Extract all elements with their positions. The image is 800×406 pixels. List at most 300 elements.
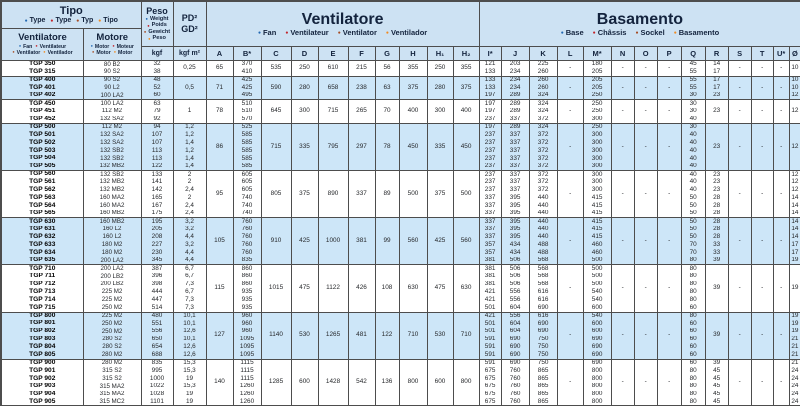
table-row xyxy=(1,123,800,131)
cell-J: 289 xyxy=(501,100,529,108)
cell-R: 39 xyxy=(705,257,728,265)
cell-A: 140 xyxy=(206,359,233,406)
cell-K: 488 xyxy=(529,241,557,249)
cell-T: - xyxy=(751,312,773,359)
cell-J: 203 xyxy=(501,61,529,69)
legend-item xyxy=(561,29,584,37)
cell-R: 17 xyxy=(705,68,728,76)
cell-model: TGP 565 xyxy=(1,210,83,218)
cell-I: 675 xyxy=(479,398,501,406)
cell-D: 300 xyxy=(291,100,318,124)
cell-motor: 132 SA2 xyxy=(83,139,141,147)
column-header-l: L xyxy=(557,46,583,60)
cell-B: 605 xyxy=(233,171,261,179)
cell-weight: 514 xyxy=(141,304,173,312)
cell-weight: 551 xyxy=(141,320,173,328)
cell-J: 760 xyxy=(501,398,529,406)
cell-J: 337 xyxy=(501,171,529,179)
cell-B: 935 xyxy=(233,304,261,312)
cell-motor: 280 S2 xyxy=(83,343,141,351)
cell-weight: 444 xyxy=(141,288,173,296)
cell-model: TGP 805 xyxy=(1,351,83,359)
cell-weight: 447 xyxy=(141,296,173,304)
cell-M: 540 xyxy=(583,312,611,320)
cell-I: 237 xyxy=(479,131,501,139)
cell-N: - xyxy=(611,265,634,312)
cell-K: 324 xyxy=(529,108,557,116)
cell-M: 500 xyxy=(583,265,611,273)
column-header-g: G xyxy=(375,46,399,60)
cell-R: 39 xyxy=(705,265,728,312)
cell-K: 568 xyxy=(529,281,557,289)
cell-H2: 355 xyxy=(453,61,479,77)
legend-label: Basamento xyxy=(678,28,720,38)
cell-dia: 12 xyxy=(789,92,800,100)
cell-I: 237 xyxy=(479,186,501,194)
cell-U: - xyxy=(773,359,789,406)
cell-B: 935 xyxy=(233,296,261,304)
brick-dot-icon: ● xyxy=(76,17,80,24)
cell-K: 750 xyxy=(529,359,557,367)
cell-weight: 480 xyxy=(141,312,173,320)
cell-C: 1140 xyxy=(261,312,291,359)
tipo-header xyxy=(2,2,141,29)
cell-R: 28 xyxy=(705,226,728,234)
cell-kgfm2: 6,7 xyxy=(173,265,206,273)
cell-M: 460 xyxy=(583,241,611,249)
cell-B: 740 xyxy=(233,194,261,202)
cell-model: TGP 452 xyxy=(1,116,83,124)
cell-C: 645 xyxy=(261,100,291,124)
cell-H2: 800 xyxy=(453,359,479,406)
cell-weight: 230 xyxy=(141,249,173,257)
cell-M: 250 xyxy=(583,100,611,108)
cell-I: 675 xyxy=(479,391,501,399)
cell-M: 300 xyxy=(583,155,611,163)
cell-H2: 375 xyxy=(453,76,479,100)
table-row xyxy=(1,359,800,367)
cell-T: - xyxy=(751,265,773,312)
cell-K: 260 xyxy=(529,84,557,92)
fan-section-legend xyxy=(207,29,479,37)
cell-H: 375 xyxy=(399,76,427,100)
cell-motor: 160 MA2 xyxy=(83,194,141,202)
cell-U: - xyxy=(773,61,789,77)
cell-C: 805 xyxy=(261,171,291,218)
cell-J: 556 xyxy=(501,312,529,320)
cell-R: 14 xyxy=(705,61,728,69)
cell-M: 690 xyxy=(583,336,611,344)
cell-dia: 24 xyxy=(789,375,800,383)
cell-Q: 80 xyxy=(681,281,705,289)
cell-dia: 14 xyxy=(789,218,800,226)
model-group-tgp-350 xyxy=(1,61,800,77)
cell-I: 197 xyxy=(479,123,501,131)
cell-motor: 160 MB2 xyxy=(83,218,141,226)
base-section-title: Basamento xyxy=(596,11,684,29)
cell-R: 45 xyxy=(705,367,728,375)
cell-weight: 141 xyxy=(141,178,173,186)
cell-L: - xyxy=(557,123,583,170)
cell-kgfm2: 12,6 xyxy=(173,351,206,359)
legend-line xyxy=(2,50,83,56)
cell-model: TGP 905 xyxy=(1,398,83,406)
cell-P: - xyxy=(657,100,681,124)
cell-Q: 40 xyxy=(681,163,705,171)
cell-U: - xyxy=(773,123,789,170)
cell-K: 616 xyxy=(529,288,557,296)
legend-item xyxy=(635,29,664,37)
legend-label: Ventilador xyxy=(47,49,73,56)
blue-dot-icon: ● xyxy=(24,17,28,24)
cell-J: 395 xyxy=(501,202,529,210)
column-header-i: I* xyxy=(479,46,501,60)
cell-dia: 14 xyxy=(789,202,800,210)
cell-I: 337 xyxy=(479,210,501,218)
cell-L: - xyxy=(557,76,583,100)
cell-I: 381 xyxy=(479,265,501,273)
cell-B: 1095 xyxy=(233,343,261,351)
cell-R: 28 xyxy=(705,194,728,202)
cell-J: 690 xyxy=(501,336,529,344)
cell-J: 289 xyxy=(501,92,529,100)
cell-Q: 40 xyxy=(681,155,705,163)
legend-item xyxy=(12,50,40,56)
cell-weight: 387 xyxy=(141,265,173,273)
cell-weight: 107 xyxy=(141,139,173,147)
legend-label: Ventilador xyxy=(390,28,428,38)
cell-M: 300 xyxy=(583,139,611,147)
column-header-e: E xyxy=(318,46,348,60)
cell-weight: 205 xyxy=(141,226,173,234)
cell-kgfm2: 6,7 xyxy=(173,288,206,296)
cell-weight: 48 xyxy=(141,76,173,84)
cell-K: 750 xyxy=(529,336,557,344)
cell-Q: 30 xyxy=(681,123,705,131)
cell-H1: 600 xyxy=(427,359,453,406)
cell-K: 440 xyxy=(529,226,557,234)
cell-J: 395 xyxy=(501,226,529,234)
cell-N: - xyxy=(611,359,634,406)
cell-H1: 475 xyxy=(427,265,453,312)
cell-U: - xyxy=(773,100,789,124)
cell-motor: 100 LA2 xyxy=(83,100,141,108)
cell-dia: 19 xyxy=(789,257,800,265)
legend-label: Type xyxy=(55,17,72,24)
cell-D: 425 xyxy=(291,218,318,265)
legend-item xyxy=(593,29,627,37)
cell-U: - xyxy=(773,171,789,218)
cell-M: 205 xyxy=(583,84,611,92)
blue-dot-icon: ● xyxy=(560,29,564,36)
cell-model: TGP 630 xyxy=(1,218,83,226)
cell-I: 133 xyxy=(479,68,501,76)
base-section-header xyxy=(479,1,800,46)
cell-N: - xyxy=(611,312,634,359)
cell-motor: 315 MA2 xyxy=(83,383,141,391)
model-group-tgp-710 xyxy=(1,265,800,312)
cell-I: 237 xyxy=(479,171,501,179)
cell-kgfm2: 15,3 xyxy=(173,359,206,367)
cell-kgfm2: 0,25 xyxy=(173,61,206,77)
cell-model: TGP 714 xyxy=(1,296,83,304)
cell-M: 300 xyxy=(583,131,611,139)
cell-A: 105 xyxy=(206,218,233,265)
cell-weight: 345 xyxy=(141,257,173,265)
cell-model: TGP 800 xyxy=(1,312,83,320)
cell-L: - xyxy=(557,265,583,312)
cell-K: 690 xyxy=(529,320,557,328)
cell-dia: 12 xyxy=(789,178,800,186)
cell-dia: 21 xyxy=(789,351,800,359)
cell-B: 1260 xyxy=(233,398,261,406)
table-row xyxy=(1,218,800,226)
legend-line xyxy=(84,50,141,56)
cell-kgfm2: 1,4 xyxy=(173,155,206,163)
cell-N: - xyxy=(611,100,634,124)
cell-B: 860 xyxy=(233,273,261,281)
cell-model: TGP 563 xyxy=(1,194,83,202)
legend-label: Motor xyxy=(96,49,111,56)
cell-kgfm2: 7,3 xyxy=(173,296,206,304)
cell-K: 568 xyxy=(529,273,557,281)
cell-H: 630 xyxy=(399,265,427,312)
table-row xyxy=(1,76,800,84)
cell-O: - xyxy=(634,171,657,218)
cell-model: TGP 504 xyxy=(1,155,83,163)
legend-line xyxy=(480,29,800,37)
legend-item xyxy=(92,50,111,56)
cell-M: 540 xyxy=(583,288,611,296)
cell-motor: 225 M2 xyxy=(83,296,141,304)
cell-F: 426 xyxy=(348,265,375,312)
cell-M: 205 xyxy=(583,68,611,76)
cell-model: TGP 503 xyxy=(1,147,83,155)
inertia-unit-label: kgf m² xyxy=(173,46,206,60)
cell-kgfm2: 4,4 xyxy=(173,233,206,241)
legend-label: Ventilateur xyxy=(290,28,329,38)
cell-L: - xyxy=(557,312,583,359)
cell-J: 337 xyxy=(501,155,529,163)
cell-Q: 50 xyxy=(681,233,705,241)
cell-J: 690 xyxy=(501,343,529,351)
cell-weight: 556 xyxy=(141,328,173,336)
legend-label: Gewicht xyxy=(148,28,171,35)
cell-N: - xyxy=(611,61,634,77)
cell-I: 237 xyxy=(479,116,501,124)
cell-H: 800 xyxy=(399,359,427,406)
cell-P: - xyxy=(657,218,681,265)
cell-motor: 315 MC2 xyxy=(83,398,141,406)
cell-H: 560 xyxy=(399,218,427,265)
cell-Q: 45 xyxy=(681,61,705,69)
cell-M: 690 xyxy=(583,359,611,367)
cell-J: 604 xyxy=(501,304,529,312)
cell-weight: 52 xyxy=(141,84,173,92)
cell-F: 215 xyxy=(348,61,375,77)
cell-Q: 40 xyxy=(681,139,705,147)
cell-B: 425 xyxy=(233,76,261,84)
cell-I: 591 xyxy=(479,351,501,359)
cell-N: - xyxy=(611,76,634,100)
column-header-t: T xyxy=(751,46,773,60)
cell-motor: 132 SA2 xyxy=(83,116,141,124)
cell-motor: 112 M2 xyxy=(83,123,141,131)
cell-M: 500 xyxy=(583,281,611,289)
cell-B: 1095 xyxy=(233,351,261,359)
cell-Q: 60 xyxy=(681,328,705,336)
cell-O: - xyxy=(634,312,657,359)
cell-model: TGP 561 xyxy=(1,178,83,186)
cell-I: 197 xyxy=(479,100,501,108)
cell-B: 1115 xyxy=(233,375,261,383)
cell-B: 1260 xyxy=(233,391,261,399)
blue-dot-icon: ● xyxy=(257,29,261,36)
model-group-tgp-630 xyxy=(1,218,800,265)
cell-R: 45 xyxy=(705,383,728,391)
cell-M: 800 xyxy=(583,391,611,399)
cell-F: 265 xyxy=(348,100,375,124)
cell-I: 381 xyxy=(479,273,501,281)
cell-B: 1115 xyxy=(233,359,261,367)
cell-model: TGP 900 xyxy=(1,359,83,367)
cell-M: 205 xyxy=(583,76,611,84)
legend-line xyxy=(142,35,173,42)
cell-M: 600 xyxy=(583,304,611,312)
cell-B: 510 xyxy=(233,108,261,116)
cell-model: TGP 505 xyxy=(1,163,83,171)
cell-Q: 80 xyxy=(681,375,705,383)
cell-motor: 132 SB2 xyxy=(83,155,141,163)
cell-dia: 24 xyxy=(789,367,800,375)
cell-H1: 530 xyxy=(427,312,453,359)
cell-weight: 113 xyxy=(141,155,173,163)
cell-G: 56 xyxy=(375,61,399,77)
cell-weight: 107 xyxy=(141,131,173,139)
cell-J: 690 xyxy=(501,359,529,367)
cell-B: 760 xyxy=(233,249,261,257)
cell-I: 133 xyxy=(479,76,501,84)
column-header-d: D xyxy=(291,46,318,60)
cell-E: 658 xyxy=(318,76,348,100)
column-header-j: J xyxy=(501,46,529,60)
column-header-h: H xyxy=(399,46,427,60)
cell-B: 585 xyxy=(233,155,261,163)
legend-item xyxy=(98,17,118,25)
table-row xyxy=(1,265,800,273)
cell-H: 710 xyxy=(399,312,427,359)
cell-K: 440 xyxy=(529,210,557,218)
cell-K: 324 xyxy=(529,92,557,100)
cell-K: 372 xyxy=(529,147,557,155)
cell-R: 45 xyxy=(705,398,728,406)
cell-kgfm2: 12,6 xyxy=(173,343,206,351)
cell-J: 395 xyxy=(501,210,529,218)
legend-label: Châssis xyxy=(597,28,627,38)
cell-kgfm2: 1,2 xyxy=(173,123,206,131)
cell-F: 297 xyxy=(348,123,375,170)
cell-dia: 21 xyxy=(789,336,800,344)
cell-H2: 560 xyxy=(453,218,479,265)
cell-motor: 200 LA2 xyxy=(83,257,141,265)
cell-I: 197 xyxy=(479,108,501,116)
cell-U: - xyxy=(773,265,789,312)
cell-I: 381 xyxy=(479,257,501,265)
tipo-title: Tipo xyxy=(59,5,83,17)
orange-dot-icon: ● xyxy=(98,17,102,24)
cell-I: 501 xyxy=(479,304,501,312)
cell-M: 690 xyxy=(583,343,611,351)
orange-dot-icon: ● xyxy=(43,49,46,54)
type-header-block xyxy=(1,1,141,61)
cell-M: 800 xyxy=(583,383,611,391)
cell-B: 740 xyxy=(233,202,261,210)
cell-M: 250 xyxy=(583,108,611,116)
cell-H1: 250 xyxy=(427,61,453,77)
fan-column-header xyxy=(2,29,84,60)
cell-J: 337 xyxy=(501,178,529,186)
column-header-q: Q xyxy=(681,46,705,60)
cell-J: 234 xyxy=(501,68,529,76)
red-dot-icon: ● xyxy=(35,43,38,48)
cell-dia: 10 xyxy=(789,61,800,77)
cell-S: - xyxy=(728,100,751,124)
red-dot-icon: ● xyxy=(285,29,289,36)
cell-Q: 80 xyxy=(681,398,705,406)
cell-M: 415 xyxy=(583,210,611,218)
cell-Q: 40 xyxy=(681,131,705,139)
cell-dia: 19 xyxy=(789,265,800,312)
legend-label: Moteur xyxy=(116,43,134,50)
cell-kgfm2: 7,3 xyxy=(173,304,206,312)
cell-M: 300 xyxy=(583,178,611,186)
cell-model: TGP 635 xyxy=(1,257,83,265)
cell-J: 337 xyxy=(501,147,529,155)
cell-motor: 132 MB2 xyxy=(83,186,141,194)
cell-B: 605 xyxy=(233,178,261,186)
cell-Q: 80 xyxy=(681,257,705,265)
cell-S: - xyxy=(728,171,751,218)
cell-model: TGP 632 xyxy=(1,233,83,241)
cell-weight: 142 xyxy=(141,186,173,194)
cell-model: TGP 801 xyxy=(1,320,83,328)
cell-I: 237 xyxy=(479,163,501,171)
cell-J: 506 xyxy=(501,265,529,273)
legend-label: Sockel xyxy=(640,28,665,38)
cell-I: 237 xyxy=(479,147,501,155)
cell-dia: 19 xyxy=(789,328,800,336)
cell-J: 337 xyxy=(501,131,529,139)
cell-O: - xyxy=(634,265,657,312)
table-row xyxy=(1,100,800,108)
cell-kgfm2: 4,4 xyxy=(173,249,206,257)
cell-J: 234 xyxy=(501,76,529,84)
cell-M: 500 xyxy=(583,257,611,265)
cell-M: 300 xyxy=(583,171,611,179)
cell-weight: 650 xyxy=(141,336,173,344)
cell-kgfm2: 3,2 xyxy=(173,226,206,234)
cell-kgfm2: 2,4 xyxy=(173,186,206,194)
red-dot-icon: ● xyxy=(112,43,115,48)
cell-Q: 40 xyxy=(681,171,705,179)
legend-item xyxy=(338,29,377,37)
weight-unit-label: kgf xyxy=(141,46,173,60)
column-header-k: K xyxy=(529,46,557,60)
cell-I: 237 xyxy=(479,155,501,163)
legend-line xyxy=(142,29,173,36)
cell-Q: 40 xyxy=(681,186,705,194)
cell-kgfm2: 10,1 xyxy=(173,320,206,328)
